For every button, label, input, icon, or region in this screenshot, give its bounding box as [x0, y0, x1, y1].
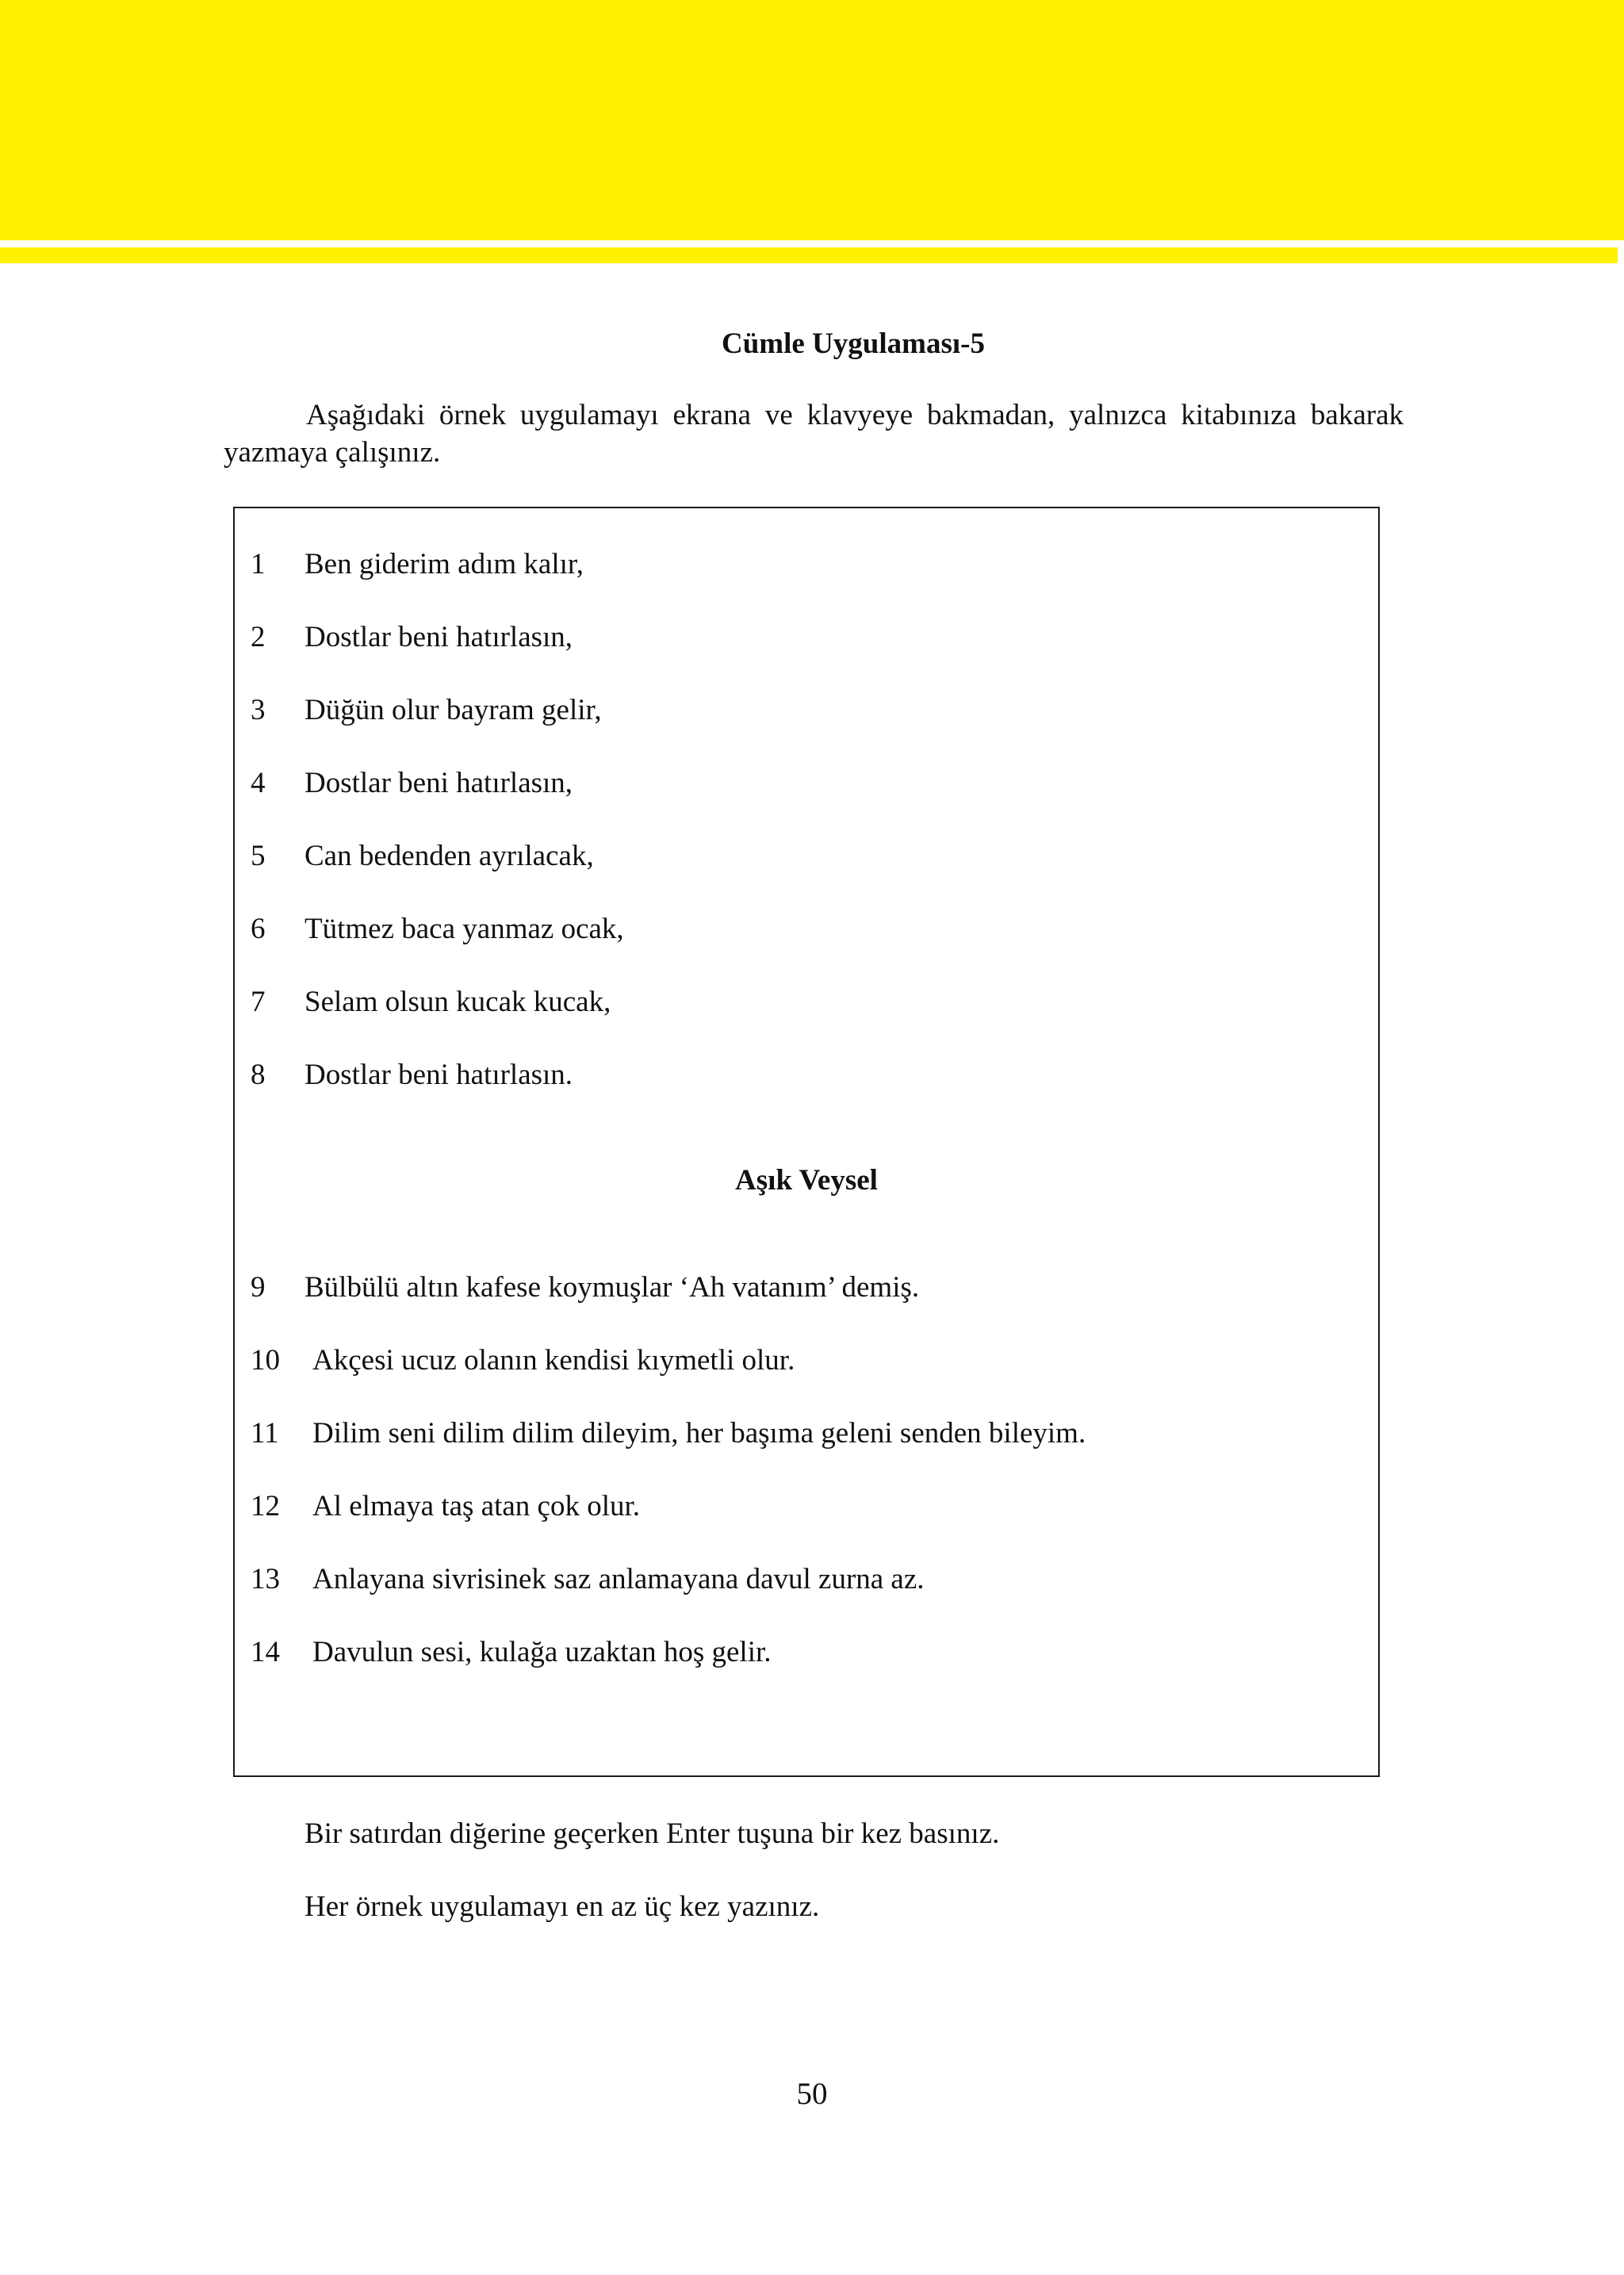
line-text: Al elmaya taş atan çok olur.	[312, 1490, 641, 1522]
line-number: 14	[251, 1636, 280, 1668]
line-number: 6	[251, 913, 266, 945]
line-number: 3	[251, 694, 266, 726]
header-yellow-stripe	[0, 247, 1618, 263]
instruction-note: Bir satırdan diğerine geçerken Enter tuşuna bir kez basınız.	[304, 1817, 1000, 1850]
line-number: 5	[251, 840, 266, 872]
header-yellow-band	[0, 0, 1624, 240]
line-number: 12	[251, 1490, 280, 1522]
exercise-box	[233, 507, 1380, 1777]
intro-paragraph: Aşağıdaki örnek uygulamayı ekrana ve klavyeye bakmadan, yalnızca kitabınıza bakarak yazmaya çalışınız.	[224, 399, 1404, 469]
line-number: 10	[251, 1344, 280, 1377]
line-text: Dostlar beni hatırlasın.	[304, 1059, 573, 1091]
line-text: Anlayana sivrisinek saz anlamayana davul zurna az.	[312, 1563, 925, 1595]
line-text: Davulun sesi, kulağa uzaktan hoş gelir.	[312, 1636, 772, 1668]
line-number: 13	[251, 1563, 280, 1595]
page-number: 50	[796, 2077, 828, 2111]
line-number: 2	[251, 621, 266, 653]
page-title: Cümle Uygulaması-5	[722, 327, 985, 360]
line-text: Selam olsun kucak kucak,	[304, 986, 611, 1018]
line-text: Dostlar beni hatırlasın,	[304, 621, 573, 653]
line-number: 9	[251, 1271, 266, 1304]
line-number: 1	[251, 548, 266, 580]
line-text: Dilim seni dilim dilim dileyim, her başıma geleni senden bileyim.	[312, 1417, 1086, 1450]
line-text: Dostlar beni hatırlasın,	[304, 767, 573, 799]
line-text: Can bedenden ayrılacak,	[304, 840, 594, 872]
line-text: Tütmez baca yanmaz ocak,	[304, 913, 624, 945]
line-number: 7	[251, 986, 266, 1018]
line-text: Düğün olur bayram gelir,	[304, 694, 602, 726]
line-text: Ben giderim adım kalır,	[304, 548, 584, 580]
poem-author: Aşık Veysel	[735, 1164, 878, 1197]
line-number: 4	[251, 767, 266, 799]
line-text: Bülbülü altın kafese koymuşlar ‘Ah vatanım’ demiş.	[304, 1271, 920, 1304]
instruction-note: Her örnek uygulamayı en az üç kez yazınız.	[304, 1890, 820, 1923]
line-number: 11	[251, 1417, 279, 1450]
line-text: Akçesi ucuz olanın kendisi kıymetli olur.	[312, 1344, 795, 1377]
line-number: 8	[251, 1059, 266, 1091]
